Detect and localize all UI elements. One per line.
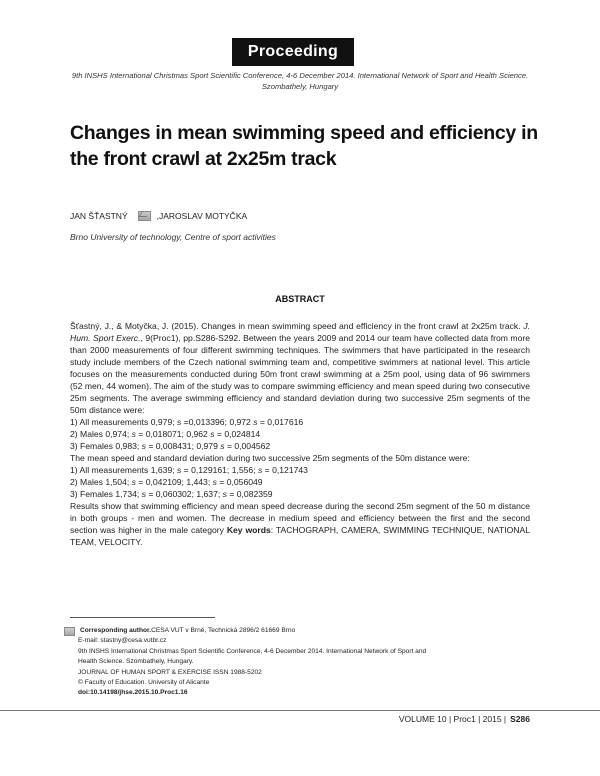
sd-symbol: s: [177, 417, 182, 427]
stat-text: = 0,024814: [214, 429, 261, 439]
stat-text: = 0,008431; 0,979: [145, 441, 221, 451]
keywords-label: Key words: [226, 525, 271, 535]
stat-text: = 0,121743: [262, 465, 308, 475]
results-paragraph: [70, 500, 530, 548]
proceeding-label: Proceeding: [247, 43, 339, 60]
speed-intro: The mean speed and standard deviation during two successive 25m segments of the 50m distance were:: [70, 453, 470, 463]
speed-list: [70, 464, 530, 500]
efficiency-list: [70, 416, 530, 452]
footer-divider: [0, 710, 600, 711]
author-name: ,JAROSLAV MOTYČKA: [156, 211, 248, 221]
results-text: Results show that swimming efficiency and mean speed decrease during the second 25m segment of the 50 m distance in both groups - men and women. The decrease in medium speed and efficiency between the first and the second section was higher in the male category: [70, 501, 530, 535]
sd-symbol: s: [210, 429, 215, 439]
affiliation: Brno University of technology, Centre of sport activities: [70, 232, 276, 242]
sd-symbol: s: [177, 465, 182, 475]
sd-symbol: s: [220, 441, 225, 451]
stat-text: = 0,129161; 1,556;: [181, 465, 258, 475]
sd-symbol: s: [141, 489, 146, 499]
abstract-text: , 9(Proc1), pp.S286-S292. Between the years 2009 and 2014 our team have collected data from more than 2000 measurements of four different swimming techniques. The swimmers that have participated in the research study include members of the Czech national swimming team and, competitive swimmers at national level. This article focuses on the measurements conducted during 50m front crawl swimming at a 25m pool, using data of 96 swimmers (52 men, 44 women). The aim of the study was to compare swimming efficiency and mean speed during two consecutive 25m segments. The average swimming efficiency and standard deviation during two successive 25m segments of the 50m distance were:: [70, 333, 530, 415]
stat-text: = 0,056049: [216, 477, 263, 487]
conference-note: 9th INSHS International Christmas Sport Scientific Conference, 4-6 December 2014. International Network of Sport and: [78, 647, 427, 655]
stat-text: = 0,017616: [257, 417, 304, 427]
conference-note: Health Science. Szombathely, Hungary.: [78, 658, 194, 666]
stat-text: 3) Females 1,734;: [70, 489, 142, 499]
corresponding-author: [58, 626, 528, 636]
paper-title: Changes in mean swimming speed and efficiency in the front crawl at 2x25m track: [70, 122, 538, 170]
author-name: JAN ŠŤASTNÝ: [70, 211, 128, 221]
footnotes: [58, 626, 528, 699]
stat-text: 1) All measurements 0,979;: [70, 417, 177, 427]
footnote-divider: [70, 617, 215, 618]
page-footer: [399, 714, 530, 724]
stat-item: [70, 416, 530, 428]
proceeding-banner: [232, 38, 354, 66]
stat-text: 2) Males 0,974;: [70, 429, 132, 439]
stat-text: 2) Males 1,504;: [70, 477, 132, 487]
sd-symbol: s: [131, 477, 136, 487]
stat-text: = 0,060302; 1,637;: [145, 489, 223, 499]
stat-item: [70, 440, 530, 452]
abstract-body: [70, 320, 530, 548]
stat-text: = 0,042109; 1,443;: [135, 477, 213, 487]
sd-symbol: s: [141, 441, 146, 451]
envelope-icon[interactable]: [138, 211, 151, 221]
abstract-paragraph: [70, 320, 530, 416]
stat-text: = 0,004562: [224, 441, 271, 451]
corresponding-label: Corresponding author.: [80, 627, 152, 634]
stat-text: = 0,018071; 0,962: [135, 429, 211, 439]
abstract-heading: ABSTRACT: [275, 294, 325, 304]
sd-symbol: s: [258, 465, 263, 475]
sd-symbol: s: [131, 429, 136, 439]
doi-link[interactable]: doi:10.14198/jhse.2015.10.Proc1.16: [78, 689, 188, 697]
stat-text: 3) Females 0,983;: [70, 441, 142, 451]
corresponding-address: CESA VUT v Brně, Technická 2896/2 61669 Brno: [151, 627, 296, 634]
page-number: S286: [510, 714, 530, 724]
issue-info: VOLUME 10 | Proc1 | 2015 |: [398, 714, 507, 724]
stat-item: [70, 428, 530, 440]
email-line[interactable]: E-mail: stastny@cesa.vutbr.cz: [78, 637, 167, 645]
stat-item: [70, 476, 530, 488]
copyright: © Faculty of Education. University of Alicante: [78, 679, 210, 687]
conference-line: 9th INSHS International Christmas Sport Scientific Conference, 4-6 December 2014. International Network of Sport and Health Science. Szombathely, Hungary: [71, 71, 529, 91]
journal-issn: JOURNAL OF HUMAN SPORT & EXERCISE ISSN 1988-5202: [78, 668, 262, 676]
sd-symbol: s: [253, 417, 258, 427]
citation-journal: J. Hum. Sport Exerc.: [70, 321, 530, 343]
keywords-text: : TACHOGRAPH, CAMERA, SWIMMING TECHNIQUE, NATIONAL TEAM, VELOCITY.: [70, 525, 530, 547]
stat-text: 1) All measurements 1,639;: [70, 465, 177, 475]
sd-symbol: s: [212, 477, 217, 487]
citation-text: Šťastný, J., & Motyčka, J. (2015). Changes in mean swimming speed and efficiency in the front crawl at 2x25m track.: [70, 321, 524, 331]
author-list: [70, 211, 247, 221]
stat-item: [70, 464, 530, 476]
stat-text: = 0,082359: [226, 489, 273, 499]
stat-item: [70, 488, 530, 500]
stat-text: =0,013396; 0,972: [181, 417, 254, 427]
sd-symbol: s: [222, 489, 227, 499]
envelope-icon: [64, 627, 75, 636]
